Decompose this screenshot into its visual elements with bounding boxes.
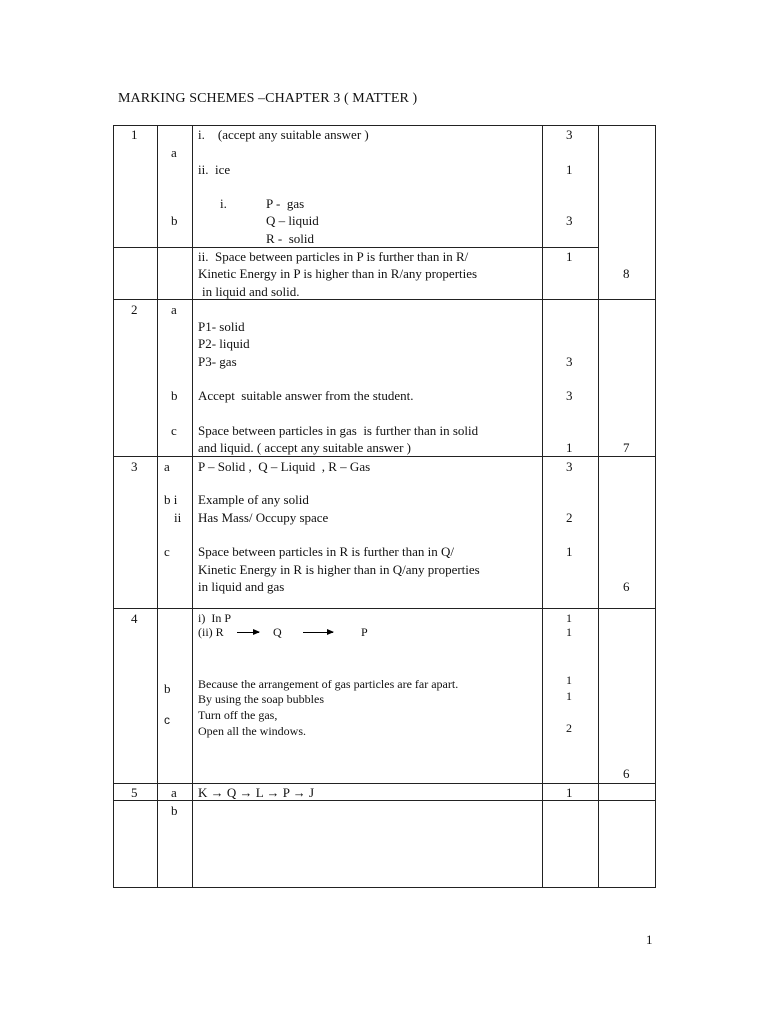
q1-answer-b-ii-line2: Kinetic Energy in P is higher than in R/any properties: [198, 266, 478, 281]
q5-mark-a: 1: [566, 785, 573, 800]
q5-sub-a: a: [171, 785, 177, 800]
q2-total: 7: [623, 440, 630, 455]
q1-answer-b-i-q: Q – liquid: [266, 213, 319, 228]
q2-answer-p2: P2- liquid: [198, 336, 250, 351]
q1-answer-a-ii: ii. ice: [198, 162, 231, 177]
q4-arrow-r-to-q: [237, 632, 259, 633]
q2-sub-b: b: [171, 388, 178, 403]
marks-column-divider: [542, 125, 543, 888]
q3-answer-c-line2: Kinetic Energy in R is higher than in Q/any properties: [198, 562, 480, 577]
q3-mark-b: 2: [566, 510, 573, 525]
q1-answer-b-i-r: R - solid: [266, 231, 315, 246]
q1-sub-a: a: [171, 145, 177, 160]
page-title: MARKING SCHEMES –CHAPTER 3 ( MATTER ): [118, 91, 418, 106]
answer-column-divider: [192, 125, 193, 888]
q1-total: 8: [623, 266, 630, 281]
q4-answer-b: Because the arrangement of gas particles are far apart.: [198, 677, 459, 691]
q2-number: 2: [131, 302, 138, 317]
q4-answer-c-line2: Turn off the gas,: [198, 708, 278, 722]
q4-mark-ii: 1: [566, 625, 572, 639]
q4-answer-ii-r: (ii) R: [198, 625, 224, 639]
table-right-border: [655, 125, 656, 888]
q2-bottom-border: [113, 456, 656, 457]
q1-number: 1: [131, 127, 138, 142]
q1-answer-b-ii-line1: ii. Space between particles in P is further than in R/: [198, 249, 469, 264]
q4-bottom-border: [113, 783, 656, 784]
q1-answer-b-ii-line3: in liquid and solid.: [202, 284, 300, 299]
q4-answer-i: i) In P: [198, 611, 231, 625]
total-column-divider: [598, 125, 599, 888]
q1-inner-row-divider: [113, 247, 599, 248]
q1-mark-a-i: 3: [566, 127, 573, 142]
q3-sub-c: c: [164, 544, 170, 559]
q4-mark-b: 1: [566, 673, 572, 687]
q3-mark-a: 3: [566, 459, 573, 474]
q3-total: 6: [623, 579, 630, 594]
q3-answer-ii: Has Mass/ Occupy space: [198, 510, 329, 525]
q3-answer-c-line1: Space between particles in R is further than in Q/: [198, 544, 454, 559]
q2-answer-c-line2: and liquid. ( accept any suitable answer ): [198, 440, 411, 455]
table-bottom-border: [113, 887, 656, 888]
q3-answer-a: P – Solid , Q – Liquid , R – Gas: [198, 459, 371, 474]
q4-mark-i: 1: [566, 611, 572, 625]
q4-number: 4: [131, 611, 138, 626]
q1-mark-b-ii: 1: [566, 249, 573, 264]
q3-number: 3: [131, 459, 138, 474]
q2-answer-p1: P1- solid: [198, 319, 245, 334]
q2-sub-c: c: [171, 423, 177, 438]
q4-total: 6: [623, 766, 630, 781]
q4-arrow-q-to-p: [303, 632, 333, 633]
table-left-border: [113, 125, 114, 888]
table-top-border: [113, 125, 656, 126]
q2-mark-b: 3: [566, 388, 573, 403]
q5-inner-row-divider: [113, 800, 656, 801]
q4-answer-ii-p: P: [361, 625, 368, 639]
q5-answer-a: K → Q → L → P → J: [198, 785, 315, 800]
q5-sub-b: b: [171, 803, 178, 818]
page-number: 1: [646, 932, 653, 947]
q3-mark-c: 1: [566, 544, 573, 559]
q4-answer-c-line3: Open all the windows.: [198, 724, 306, 738]
q2-mark-c: 1: [566, 440, 573, 455]
q2-answer-p3: P3- gas: [198, 354, 237, 369]
q4-mark-c2: 2: [566, 721, 572, 735]
q1-sub-b: b: [171, 213, 178, 228]
q3-bottom-border: [113, 608, 656, 609]
q3-answer-c-line3: in liquid and gas: [198, 579, 285, 594]
q1-mark-b-i: 3: [566, 213, 573, 228]
q1-answer-b-i-label: i.: [220, 196, 227, 211]
q1-answer-b-i-p: P - gas: [266, 196, 305, 211]
q3-sub-a: a: [164, 459, 170, 474]
q4-answer-c-line1: By using the soap bubbles: [198, 692, 324, 706]
q2-answer-c-line1: Space between particles in gas is further than in solid: [198, 423, 479, 438]
q4-sub-c: c: [164, 713, 170, 727]
sub-column-divider: [157, 125, 158, 888]
q5-number: 5: [131, 785, 138, 800]
q1-answer-a-i: i. (accept any suitable answer ): [198, 127, 369, 142]
q1-mark-a-ii: 1: [566, 162, 573, 177]
q2-answer-b: Accept suitable answer from the student.: [198, 388, 414, 403]
q3-sub-ii: ii: [174, 510, 182, 525]
q3-sub-bi: b i: [164, 492, 178, 507]
q2-sub-a: a: [171, 302, 177, 317]
q3-answer-bi: Example of any solid: [198, 492, 309, 507]
q1-bottom-border: [113, 299, 656, 300]
q2-mark-a: 3: [566, 354, 573, 369]
q4-sub-b: b: [164, 681, 171, 696]
q4-mark-c1: 1: [566, 689, 572, 703]
q4-answer-ii-q: Q: [273, 625, 282, 639]
